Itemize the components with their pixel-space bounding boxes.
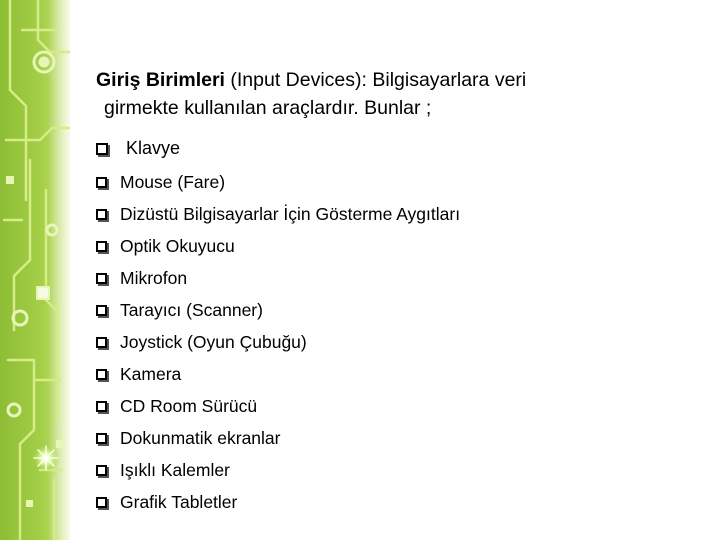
list-item-label: Tarayıcı (Scanner) [120,299,263,320]
list-item [96,390,696,422]
list-item [96,294,696,326]
list-item [96,262,696,294]
input-devices-list [96,131,696,518]
list-item-label: CD Room Sürücü [120,395,258,416]
list-item [96,326,696,358]
circuit-board-pattern [0,0,70,540]
list-item-label: Mouse (Fare) [120,171,226,192]
square-bullet-icon [96,143,108,155]
list-item-label: Joystick (Oyun Çubuğu) [120,331,307,352]
list-item-label: Grafik Tabletler [120,491,238,512]
square-bullet-icon [96,497,107,508]
circuit-board-band [0,0,70,540]
square-bullet-icon [96,369,107,380]
slide-content [96,66,696,518]
square-bullet-icon [96,209,107,220]
list-item-label: Kamera [120,363,182,384]
green-spark-icon [32,444,60,472]
square-bullet-icon [96,401,107,412]
square-bullet-icon [96,241,107,252]
list-item-label: Dizüstü Bilgisayarlar İçin Gösterme Aygıtları [120,203,461,224]
square-bullet-icon [96,305,107,316]
list-item [96,230,696,262]
list-item [96,422,696,454]
heading-term: Giriş Birimleri [96,69,225,91]
heading-definition: (Input Devices): Bilgisayarlara veri [224,69,527,91]
square-bullet-icon [96,465,107,476]
square-bullet-icon [96,177,107,188]
list-item [96,358,696,390]
heading-definition-continued: girmekte kullanılan araçlardır. Bunlar ; [104,97,432,119]
list-item [96,131,696,166]
list-item-label: Işıklı Kalemler [120,459,230,480]
list-item [96,454,696,486]
list-item-label: Mikrofon [120,267,188,288]
square-bullet-icon [96,433,107,444]
list-item-label: Dokunmatik ekranlar [120,427,281,448]
square-bullet-icon [96,273,107,284]
list-item [96,486,696,518]
slide-heading [96,66,696,122]
square-bullet-icon [96,337,107,348]
list-item-label: Klavye [126,138,181,158]
list-item [96,166,696,198]
list-item [96,198,696,230]
list-item-label: Optik Okuyucu [120,235,235,256]
